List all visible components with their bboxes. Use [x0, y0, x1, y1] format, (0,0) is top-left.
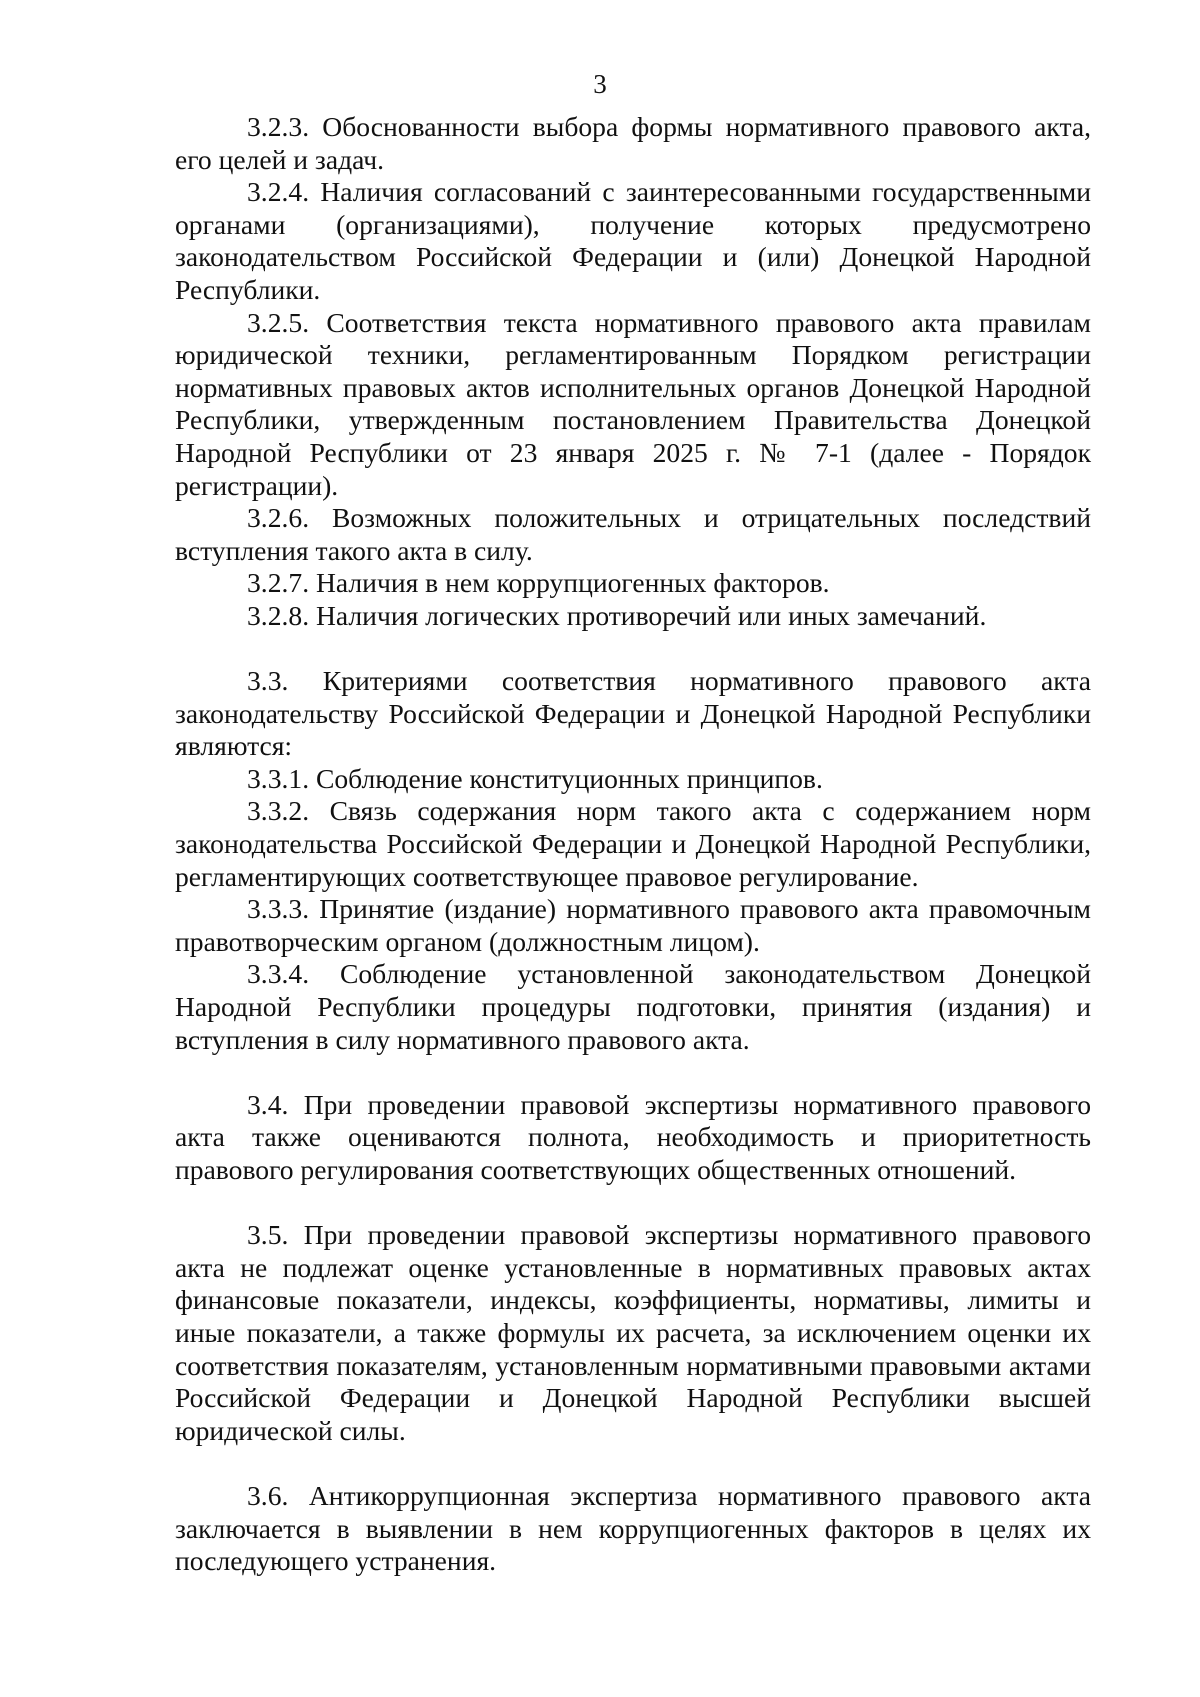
paragraph-3-3-4: 3.3.4. Соблюдение установленной законодательством Донецкой Народной Республики процедуры подготовки, принятия (издания) и вступления в силу нормативного правового акта.: [175, 958, 1091, 1055]
paragraph-3-3-3: 3.3.3. Принятие (издание) нормативного правового акта правомочным правотворческим органом (должностным лицом).: [175, 893, 1091, 957]
paragraph-3-2-8: 3.2.8. Наличия логических противоречий или иных замечаний.: [247, 599, 987, 631]
paragraph-3-6: 3.6. Антикоррупционная экспертиза нормативного правового акта заключается в выявлении в нем коррупциогенных факторов в целях их последующего устранения.: [175, 1479, 1091, 1577]
page-number: 3: [593, 69, 607, 99]
paragraph-3-3-2: 3.3.2. Связь содержания норм такого акта с содержанием норм законодательства Российской Федерации и Донецкой Народной Республики, регламентирующих соответствующее правовое регулирование.: [175, 795, 1091, 892]
paragraph-3-2-6: 3.2.6. Возможных положительных и отрицательных последствий вступления такого акта в силу.: [175, 502, 1091, 566]
paragraph-3-3: 3.3. Критериями соответствия нормативного правового акта законодательству Российской Федерации и Донецкой Народной Республики являются:: [175, 665, 1091, 762]
paragraph-3-2-3: 3.2.3. Обоснованности выбора формы нормативного правового акта, его целей и задач.: [175, 111, 1091, 175]
paragraph-3-2-7: 3.2.7. Наличия в нем коррупциогенных факторов.: [247, 567, 830, 599]
paragraph-3-5: 3.5. При проведении правовой экспертизы нормативного правового акта не подлежат оценке установленные в нормативных правовых актах финансовые показатели, индексы, коэффициенты, нормативы, лимиты и иные показатели, а также формулы их расчета, за исключением оценки их соответствия показателям, установленным нормативными правовыми актами Российской Федерации и Донецкой Народной Республики высшей юридической силы.: [175, 1219, 1091, 1446]
document-body: [175, 111, 1091, 1578]
paragraph-3-3-1: 3.3.1. Соблюдение конституционных принципов.: [247, 762, 823, 794]
paragraph-3-2-4: 3.2.4. Наличия согласований с заинтересованными государственными органами (организациями), получение которых предусмотрено законодательством Российской Федерации и (или) Донецкой Народной Республики.: [175, 176, 1091, 305]
paragraph-3-4: 3.4. При проведении правовой экспертизы нормативного правового акта также оцениваются полнота, необходимость и приоритетность правового регулирования соответствующих общественных отношений.: [175, 1088, 1091, 1185]
paragraph-3-2-5: 3.2.5. Соответствия текста нормативного правового акта правилам юридической техники, регламентированным Порядком регистрации нормативных правовых актов исполнительных органов Донецкой Народной Республики, утвержденным постановлением Правительства Донецкой Народной Республики от 23 января 2025 г. № 7-1 (далее - Порядок регистрации).: [175, 306, 1091, 501]
